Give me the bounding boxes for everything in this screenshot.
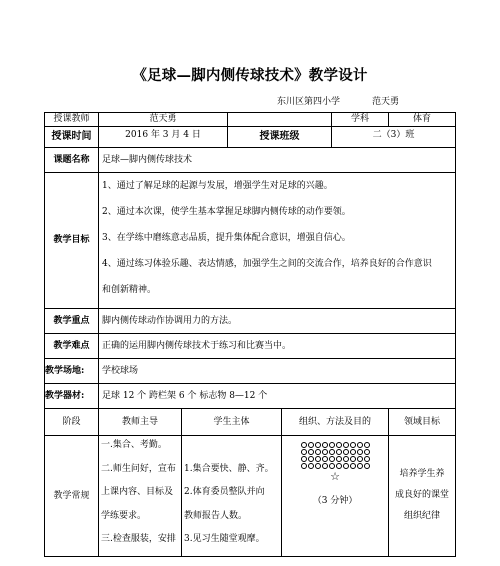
difficulty-row [45,334,456,359]
key-point-label: 教学重点 [45,309,99,334]
student-marker-icon [343,449,349,455]
venue-value: 学校球场 [99,359,456,384]
goal-line: 2、通过本次课，使学生基本掌握足球脚内侧传球的动作要领。 [102,207,351,217]
student-marker-icon [364,449,370,455]
class-value: 二（3）班 [332,127,456,148]
topic-value: 足球—脚内侧传球技术 [99,148,456,173]
routine-row [45,436,456,557]
key-point-value: 脚内侧传球动作协调用力的方法。 [99,309,456,334]
student-marker-icon [315,442,321,448]
student-marker-icon [364,463,370,469]
plan-header-row [45,409,456,436]
student-marker-icon [308,463,314,469]
routine-stage: 教学常规 [45,436,99,557]
student-marker-icon [301,442,307,448]
student-marker-icon [322,463,328,469]
time-label: 授课时间 [45,127,99,148]
teacher-line: 三.检查服装，安排 [101,534,176,544]
teacher-row-blank [228,113,332,127]
student-marker-icon [308,442,314,448]
student-marker-icon [322,456,328,462]
venue-label: 教学场地: [45,359,99,384]
time-row [45,127,456,148]
document-title: 《足球—脚内侧传球技术》教学设计 [132,67,368,84]
domain-line: 成良好的课堂 [395,490,450,501]
org-header: 组织、方法及目的 [282,409,389,436]
student-marker-icon [322,449,328,455]
student-marker-icon [336,456,342,462]
student-marker-icon [364,442,370,448]
student-marker-icon [322,442,328,448]
teacher-line: 学练要求。 [101,510,147,521]
teacher-header: 教师主导 [99,409,182,436]
student-marker-icon [301,463,307,469]
student-marker-icon [329,463,335,469]
student-marker-icon [308,449,314,455]
student-marker-icon [301,456,307,462]
student-marker-icon [350,442,356,448]
domain-header: 领域目标 [389,409,456,436]
routine-org-cell [282,436,389,557]
goal-line: 4、通过练习体验乐趣、表达情感，加强学生之间的交流合作，培养良好的合作意识 [102,259,432,269]
student-line: 2.体育委员整队并向 [184,487,265,497]
goal-line: 3、在学练中磨练意志品质，提升集体配合意识，增强自信心。 [102,233,351,243]
difficulty-label: 教学难点 [45,334,99,359]
student-marker-icon [301,449,307,455]
student-line: 1.集合要快、静、齐。 [184,463,274,474]
stage-header: 阶段 [45,409,99,436]
student-marker-icon [350,463,356,469]
student-marker-icon [336,449,342,455]
subject-label: 学科 [332,113,389,127]
student-marker-icon [329,442,335,448]
teacher-value: 范天勇 [99,113,228,127]
topic-row [45,148,456,173]
student-line: 3.见习生随堂观摩。 [184,534,265,544]
routine-teacher-cell [99,436,182,557]
domain-line: 组织纪律 [404,511,441,522]
routine-student-cell [182,436,282,557]
student-marker-icon [350,456,356,462]
student-marker-icon [315,449,321,455]
teacher-label: 授课教师 [45,113,99,127]
venue-row [45,359,456,384]
student-marker-icon [364,456,370,462]
key-point-row [45,309,456,334]
equipment-label: 教学器材: [45,384,99,409]
student-marker-icon [315,463,321,469]
lesson-plan-table [44,112,456,557]
student-marker-icon [336,463,342,469]
goal-line: 1、通过了解足球的起源与发展，增强学生对足球的兴趣。 [102,181,333,191]
student-marker-icon [343,463,349,469]
equipment-value: 足球 12 个 跨栏架 6 个 标志物 8—12 个 [99,384,456,409]
student-marker-icon [357,449,363,455]
difficulty-value: 正确的运用脚内侧传球技术于练习和比赛当中。 [99,334,456,359]
student-marker-icon [350,449,356,455]
student-header: 学生主体 [182,409,282,436]
student-marker-icon [343,456,349,462]
school-name: 东川区第四小学 [277,97,341,107]
student-marker-icon [315,456,321,462]
student-line [184,438,279,462]
student-marker-icon [336,442,342,448]
student-marker-icon [308,456,314,462]
student-marker-icon [357,442,363,448]
author-name: 范天勇 [372,97,400,107]
class-label: 授课班级 [228,127,332,148]
student-marker-icon [357,456,363,462]
teacher-star-icon: ☆ [330,470,340,483]
goals-row [45,173,456,309]
student-formation [285,442,385,469]
student-marker-icon [329,449,335,455]
topic-label: 课题名称 [45,148,99,173]
routine-duration: （3 分钟） [312,495,358,506]
teacher-line: 上课内容、目标及 [101,487,174,497]
domain-line: 培养学生养 [399,469,445,480]
time-value: 2016 年 3 月 4 日 [99,127,228,148]
goals-content [99,173,456,309]
goal-line: 和创新精神。 [102,285,157,295]
student-marker-icon [329,456,335,462]
student-line: 教师报告人数。 [184,510,248,521]
teacher-row [45,113,456,127]
student-marker-icon [343,442,349,448]
routine-domain-cell [389,436,456,557]
teacher-line: 二.师生问好，宣布 [101,463,176,474]
goals-label: 教学目标 [45,173,99,309]
equipment-row [45,384,456,409]
teacher-line: 一.集合、考勤。 [101,440,167,450]
student-marker-icon [357,463,363,469]
subject-value: 体育 [389,113,456,127]
